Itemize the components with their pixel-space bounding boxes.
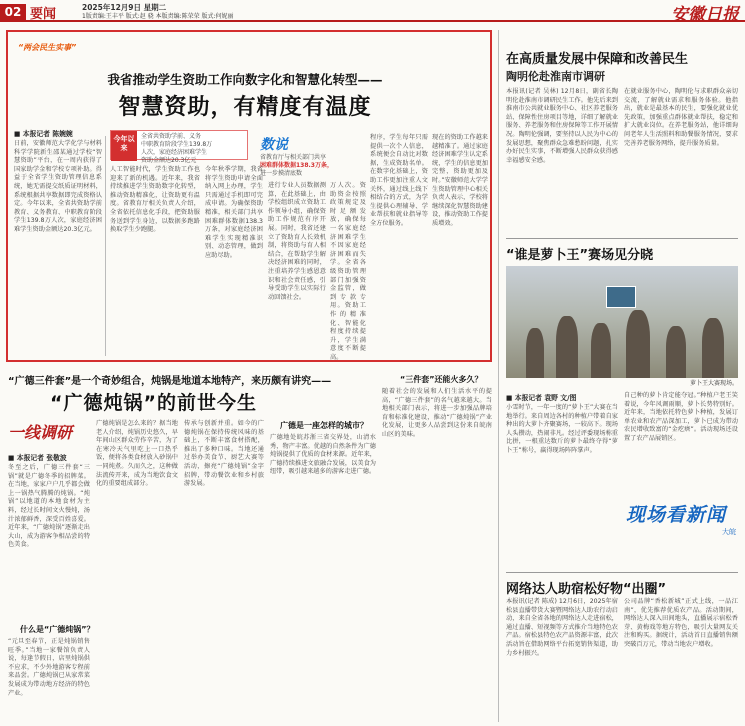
- data-card-lines: [260, 154, 360, 178]
- article-column: 本报讯(记者 吴林) 12月8日，副省长陶明伦赴淮南市调研民生工作。他先后来到淮南市公共就业服务中心、社区养老服务站、保障性住房项目等地，详细了解就业服务、养老服务和住房保障等工作开展情况。陶明伦强调，要坚持以人民为中心的发展思想，聚焦群众急难愁盼问题，扎实办好民生实事，不断增强人民群众获得感幸福感安全感。: [506, 88, 618, 164]
- article-column: 今年秋季学期，我省将学生资助申请全面纳入网上办理，学生只需通过手机即可完成申请。为确保资助精准，相关部门共享困难群体数据138.3万条，对家庭经济困难学生实现精准识别、动态管理，做到应助尽助。: [205, 166, 263, 259]
- article-column: “元旦至春节，正是炖锅销售旺季。”当地一家餐馆负责人说，每逢节假日，店里炖锅供不应求，不少外地游客专程前来品尝。广德炖锅已从家常菜发展成为带动地方经济的特色产业。: [8, 638, 90, 697]
- section-divider: [506, 238, 738, 239]
- data-line: 困难群体数据138.3万条，: [260, 162, 333, 169]
- live-news-sub: 大皖: [722, 528, 736, 536]
- article-column: 万人次。资助资金按照政策规定及时足额发放，确保每一名家庭经济困难学生不因家庭经济困难而失学。全省各级资助管理部门加强资金监管，做到专款专用。资助工作的精准化、智能化程度持续提升，学生满意度不断提高。: [330, 182, 366, 361]
- radish-contest-photo: [506, 266, 738, 378]
- section-divider: [506, 572, 738, 573]
- photo-caption: 萝卜王大赛现场。: [690, 380, 739, 387]
- data-line: 进一步摸清底数: [260, 170, 303, 177]
- article-column: 进行专业人员数据测算，在此基础上，由学校组织成立资助工作领导小组，确保资助工作规范有序开展。同时，我省还建立了资助育人长效机制，将资助与育人相结合，在帮助学生解决经济困难的同时，注重培养学生感恩意识和社会责任感，引导受助学生以实际行动回馈社会。: [268, 182, 326, 301]
- person-figure: [526, 328, 544, 378]
- section-name: 要闻: [30, 7, 57, 22]
- article-column: 广德地处皖苏浙三省交界处，山清水秀，物产丰富。优越的自然条件为广德炖锅提供了优质的食材来源。近年来，广德持续推进文旅融合发展，以美食为纽带，吸引越来越多的游客走进广德。: [270, 434, 376, 476]
- article-column: 本报讯(记者 陈成) 12月6日，2025年宿松县直播带货大赛暨网络达人助农行动启动，来自全省各地的网络达人走进宿松，通过直播、短视频等方式推介当地特色农产品。宿松县特色农产品资源丰富，此次活动旨在借助网络平台拓宽销售渠道，助力乡村振兴。: [506, 598, 618, 657]
- column-divider: [105, 136, 106, 356]
- article-column: 自己种的萝卜肯定能夺冠。”种植户老王笑着说，今年风调雨顺，萝卜长势特别好。近年来，当地依托特色萝卜种植，发展订单农业和农产品深加工，萝卜已成为带动农民增收致富的“金疙瘩”。活动现场还设置了农产品展销区。: [624, 392, 738, 442]
- person-figure: [556, 316, 578, 378]
- kicker-headline: “广德三件套”是一个奇妙组合，炖锅是地道本地特产，来历颇有讲究——: [8, 376, 332, 387]
- info-card-lines: [141, 133, 245, 165]
- sub-heading: 广德是一座怎样的城市？: [280, 421, 368, 430]
- article-column: 在就业服务中心，陶明伦与求职群众亲切交流，了解就业需求和服务体验。他指出，就业是最基本的民生，要强化就业优先政策，加强重点群体就业帮扶，稳定和扩大就业岗位。在养老服务站，他详细询问老年人生活照料和助餐服务情况，要求完善养老服务网络，提升服务质量。: [624, 88, 738, 147]
- article-column: 公司品牌“香松新城”正式上线，一品江南”，优先推荐优质农产品。活动期间，网络达人深入田间地头，直播展示宿松香芽、黄梅戏等地方特色，吸引大量网友关注和购买。据统计，活动首日直播销售额突破百万元，带动当地农户增收。: [624, 598, 738, 648]
- info-line: 全省共资助学前、义务: [141, 133, 202, 140]
- person-figure: [626, 310, 650, 378]
- info-card-tag: 今年以来: [111, 131, 137, 161]
- section-badge: “两会民生实事”: [18, 43, 77, 52]
- article-column: 小雪时节，一年一度的“萝卜王”大赛在当地举行。来自周边各村的种植户带着自家种出的大萝卜齐聚赛场，一较高下。现场人头攒动，热闹非凡。经过评委现场称重比拼，一根重达数斤的萝卜最终夺得“萝卜王”称号，赢得现场阵阵掌声。: [506, 404, 618, 454]
- info-line: 资助金额达20.3亿元: [141, 157, 197, 164]
- live-news-label: 现场看新闻: [626, 504, 727, 526]
- article-title: 智慧资助，有精度有温度: [118, 95, 372, 120]
- feature-headline: “广德炖锅”的前世今生: [50, 392, 257, 414]
- person-figure: [591, 323, 611, 378]
- article-subtitle: 我省推动学生资助工作向数字化和智慧化转型——: [107, 72, 383, 87]
- editor-line: 1版责编:王丰平 版式:赵 骁 本版责编:陈荣荣 版式:何妮丽: [82, 13, 234, 20]
- article-column: 程序，学生每年只需提供一次个人信息，系统便会自动比对数据，生成资助名单。在数字化基础上，资助工作更加注重人文关怀，通过线上线下相结合的方式，为学生提供心理辅导、学业帮扶和就业指导等全方位服务。: [370, 134, 428, 227]
- headline-right-bottom: 网络达人助宿松好物“出圈”: [506, 582, 667, 597]
- data-card: [260, 134, 360, 178]
- info-line: 中职教育阶段学生139.8万: [141, 141, 213, 148]
- newspaper-logo: 安徽日报: [671, 5, 739, 25]
- article-column: 广德炖锅是怎么来的？据当地老人介绍，炖锅历史悠久，早年间山区群众劳作辛苦，为了在寒冷天气里吃上一口热乎饭，便将各类食材放入砂锅中一同炖煮。久而久之，这种做法流传开来，成为当地饮食文化的重要组成部分。: [96, 420, 178, 488]
- sub-heading: “三件套”还能火多久？: [400, 375, 483, 384]
- article-column: 现在的资助工作越来越精准了。通过家庭经济困难学生认定系统，学生的信息更加完整，资助更加及时。”安徽师范大学学生资助管理中心相关负责人表示，学校将继续深化智慧资助建设，推动资助工作提质增效。: [432, 134, 488, 227]
- live-news-badge: [626, 500, 736, 540]
- header-date: [82, 3, 292, 21]
- data-card-label: 数说: [260, 137, 288, 153]
- article-column: 日前，安徽师范大学化学与材料科学学院新生邵某通过学校“智慧资助”平台，在一周内获得了国家助学金和学校专项补助。得益于全省学生资助管理信息系统，她无需提交纸质证明材料，系统根据共享数据即完成资格认定。今年以来，全省共资助学前教育、义务教育、中职教育阶段学生139.8万人次，家庭经济困难学生资助金额达20.3亿元。: [14, 140, 102, 233]
- headline-right-mid: “谁是萝卜王”赛场见分晓: [506, 248, 654, 263]
- person-figure: [666, 326, 686, 378]
- date-line: 2025年12月9日 星期二: [82, 3, 167, 12]
- column-logo-text: 一线调研: [8, 423, 73, 442]
- subheadline-right-top: 陶明伦赴淮南市调研: [506, 70, 605, 83]
- person-figure: [702, 318, 724, 378]
- article-byline: ■ 本报记者 袁野 文/图: [506, 394, 577, 402]
- info-card: [110, 130, 248, 164]
- article-column: 人工智能时代，学生资助工作也迎来了新的机遇。近年来，我省持续推进学生资助数字化转型，推动资助精准化，让资助更有温度。省教育厅相关负责人介绍，全省依托信息化手段，把资助服务送到学生身边，以数据多跑路换取学生少跑腿。: [110, 166, 200, 234]
- banner-sign: [606, 286, 636, 308]
- article-column: 冬至之后，广德三件套“三锅”就是广德冬季的招牌菜。在当地，家家户户几乎都会做上一锅热气腾腾的炖锅。“炖锅”以地道的本地食材为主料，经过长时间文火慢炖，汤汁浓郁鲜香，深受百姓喜爱。近年来，“广德炖锅”逐渐走出大山，成为游客争相品尝的特色美食。: [8, 464, 90, 549]
- headline-right-top: 在高质量发展中保障和改善民生: [506, 52, 689, 67]
- article-column: 随着社会的发展和人们生活水平的提高，“广德三件套”的名气越来越大。当地相关部门表示，将进一步加强品牌培育和标准化建设，推动“广德炖锅”产业化发展，让更多人品尝到这份来自皖南山区的美味。: [382, 388, 492, 438]
- article-byline: ■ 本报记者 陈婉婉: [14, 130, 73, 138]
- page-number: 02: [0, 4, 26, 20]
- info-line: 人次，家庭经济困难学生: [141, 149, 208, 156]
- sub-heading: 什么是“广德炖锅”？: [20, 625, 95, 634]
- article-byline: ■ 本报记者 张敬波: [8, 454, 67, 462]
- column-logo: [8, 420, 90, 450]
- article-column: 传承与创新并重。如今的广德炖锅在保持传统风味的基础上，不断丰富食材搭配，推出了多种口味。当地还通过举办美食节、厨艺大赛等活动，擦亮“广德炖锅”金字招牌，带动餐饮业和乡村旅游发展。: [184, 420, 264, 488]
- data-line: 省教育厅与相关部门共享: [260, 154, 327, 161]
- page-column-divider: [498, 30, 499, 722]
